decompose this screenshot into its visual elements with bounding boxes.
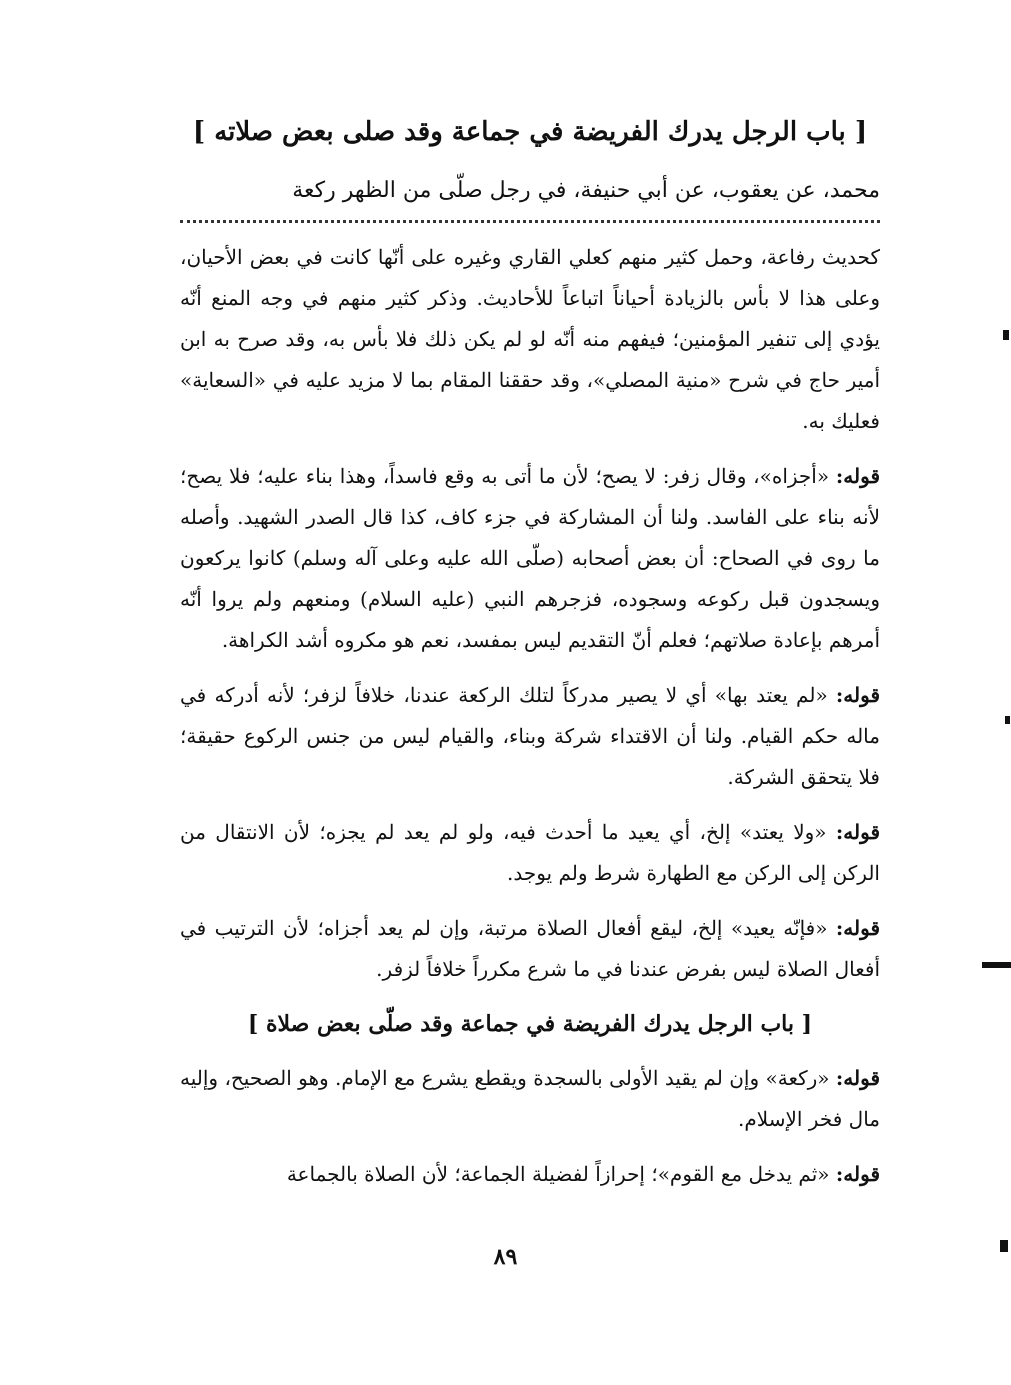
paragraph-lead: قوله: [835, 683, 880, 707]
paragraph-text: «ثم يدخل مع القوم»؛ إحرازاً لفضيلة الجماعة؛ لأن الصلاة بالجماعة [286, 1162, 830, 1186]
commentary-paragraph [180, 1154, 880, 1195]
scan-mark [1005, 716, 1010, 724]
dotted-divider [180, 220, 880, 223]
paragraph-text: «لم يعتد بها» أي لا يصير مدركاً لتلك الركعة عندنا، خلافاً لزفر؛ لأنه أدركه في ماله حكم القيام. ولنا أن الاقتداء شركة وبناء، والقيام ليس من جنس الركوع حقيقة؛ فلا يتحقق الشركة. [180, 683, 880, 789]
paragraph-text: كحديث رفاعة، وحمل كثير منهم كعلي القاري وغيره على أنّها كانت في بعض الأحيان، وعلى هذا لا بأس بالزيادة أحياناً اتباعاً للأحاديث. وذكر كثير منهم في وجه المنع أنّه يؤدي إلى تنفير المؤمنين؛ فيفهم منه أنّه لو لم يكن ذلك فلا بأس به، وقد صرح به ابن أمير حاج في شرح «منية المصلي»، وقد حققنا المقام بما لا مزيد عليه في «السعاية» فعليك به. [180, 245, 880, 433]
page-number: ٨٩ [493, 1244, 518, 1270]
paragraph-text: «فإنّه يعيد» إلخ، ليقع أفعال الصلاة مرتبة، وإن لم يعد أجزاه؛ لأن الترتيب في أفعال الصلاة ليس بفرض عندنا في ما شرع مكرراً خلافاً لزفر. [180, 916, 880, 981]
scan-mark [1003, 330, 1009, 340]
section-subheading: [ باب الرجل يدرك الفريضة في جماعة وقد صلّى بعض صلاة ] [247, 1011, 813, 1037]
paragraph-text: «ولا يعتد» إلخ، أي يعيد ما أحدث فيه، ولو لم يعد لم يجزه؛ لأن الانتقال من الركن إلى الركن مع الطهارة شرط ولم يوجد. [180, 820, 880, 885]
paragraph-lead: قوله: [835, 464, 881, 488]
scan-mark [1000, 1240, 1008, 1252]
commentary-paragraph [180, 812, 880, 894]
paragraph-lead: قوله: [835, 820, 881, 844]
paragraph-lead: قوله: [835, 1066, 881, 1090]
chapter-title: [ باب الرجل يدرك الفريضة في جماعة وقد صلى بعض صلاته ] [192, 117, 868, 147]
commentary-paragraph [180, 456, 880, 661]
commentary-paragraph [180, 908, 880, 990]
main-text: محمد، عن يعقوب، عن أبي حنيفة، في رجل صلّى من الظهر ركعة [292, 178, 880, 203]
scan-mark [982, 962, 1011, 968]
paragraph-text: «أجزاه»، وقال زفر: لا يصح؛ لأن ما أتى به وقع فاسداً، وهذا بناء عليه؛ فلا يصح؛ لأنه بناء على الفاسد. ولنا أن المشاركة في جزء كاف، كذا قال الصدر الشهيد. وأصله ما روى في الصحاح: أن بعض أصحابه (صلّى الله عليه وعلى آله وسلم) كانوا يركعون ويسجدون قبل ركوعه وسجوده، فزجرهم النبي (عليه السلام) ومنعهم ولم يروا أنّه أمرهم بإعادة صلاتهم؛ فعلم أنّ التقديم ليس بمفسد، نعم هو مكروه أشد الكراهة. [180, 464, 880, 652]
paragraph-text: «ركعة» وإن لم يقيد الأولى بالسجدة ويقطع يشرع مع الإمام. وهو الصحيح، وإليه مال فخر الإسلام. [180, 1066, 880, 1131]
commentary-paragraph [180, 675, 880, 798]
paragraph-lead: قوله: [835, 1162, 880, 1186]
paragraph-lead: قوله: [835, 916, 880, 940]
commentary-paragraph [180, 1058, 880, 1140]
commentary-paragraph [180, 237, 880, 442]
page-content [180, 112, 880, 1209]
